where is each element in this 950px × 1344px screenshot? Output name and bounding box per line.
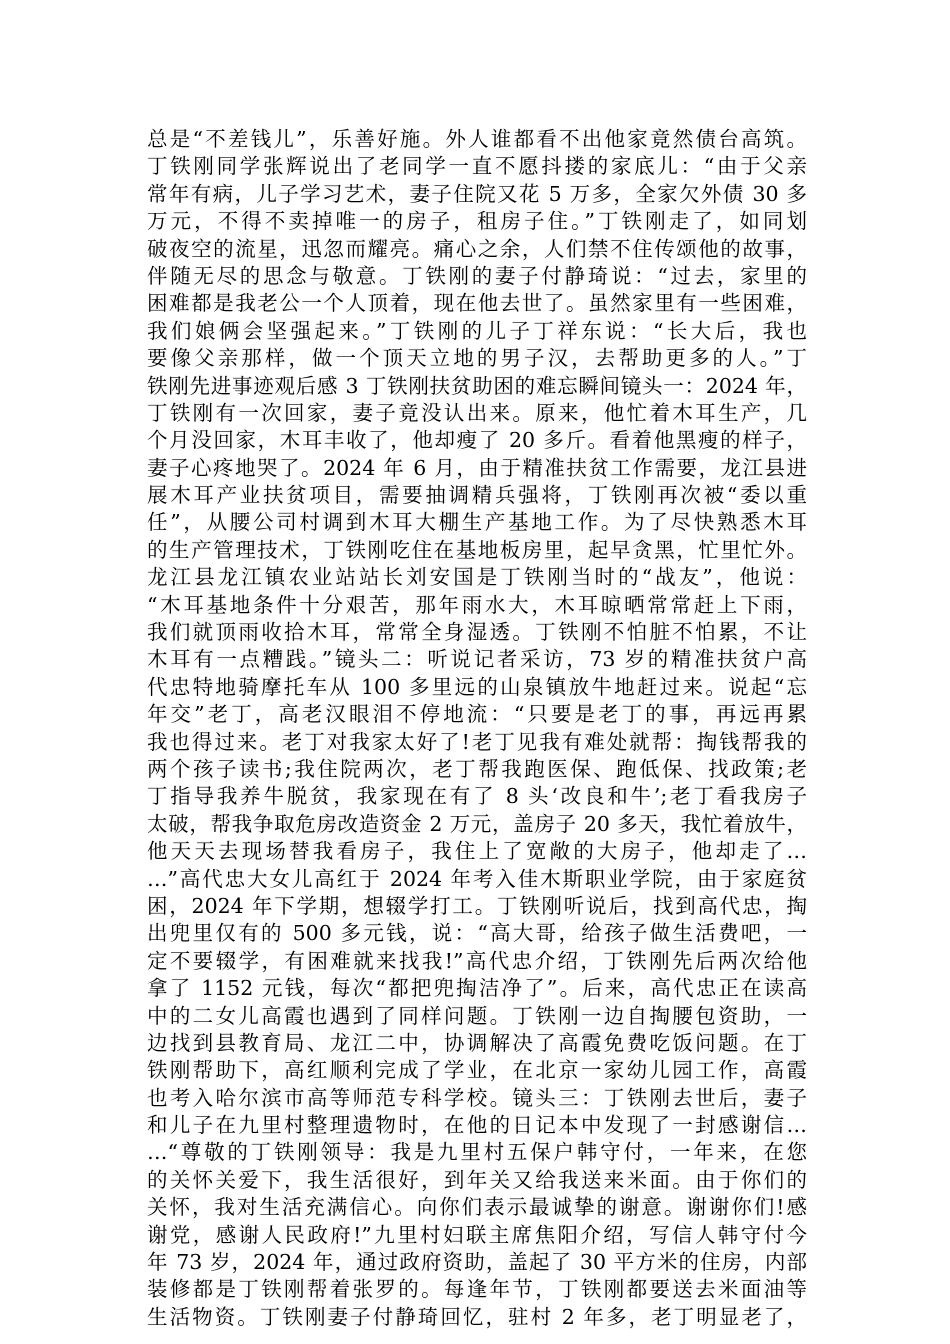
text-line: 个月没回家，木耳丰收了，他却瘦了 20 多斤。看着他黑瘦的样子， xyxy=(147,428,807,453)
text-line: 我也得过来。老丁对我家太好了!老丁见我有难处就帮：掏钱帮我的 xyxy=(147,729,807,754)
text-line: 困，2024 年下学期，想辍学打工。丁铁刚听说后，找到高代忠，掏 xyxy=(147,893,807,918)
text-line: 拿了 1152 元钱，每次“都把兜掏洁净了”。后来，高代忠正在读高 xyxy=(147,976,807,1001)
text-line: …“尊敬的丁铁刚领导：我是九里村五保户韩守付，一年来，在您 xyxy=(147,1140,807,1165)
text-line: 边找到县教育局、龙江二中，协调解决了高霞免费吃饭问题。在丁 xyxy=(147,1030,807,1055)
text-line: 太破，帮我争取危房改造资金 2 万元，盖房子 20 多天，我忙着放牛， xyxy=(147,811,807,836)
text-line: 关怀，我对生活充满信心。向你们表示最诚挚的谢意。谢谢你们!感 xyxy=(147,1195,807,1220)
text-line: 丁铁刚有一次回家，妻子竟没认出来。原来，他忙着木耳生产，几 xyxy=(147,400,807,425)
text-line: 总是“不差钱儿”，乐善好施。外人谁都看不出他家竟然债台高筑。 xyxy=(147,127,807,151)
text-line: 铁刚先进事迹观后感 3 丁铁刚扶贫助困的难忘瞬间镜头一：2024 年， xyxy=(147,373,807,398)
text-line: 的关怀关爱下，我生活很好，到年关又给我送来米面。由于你们的 xyxy=(147,1167,807,1192)
text-line: 和儿子在九里村整理遗物时，在他的日记本中发现了一封感谢信… xyxy=(147,1113,807,1138)
text-line: 也考入哈尔滨市高等师范专科学校。镜头三：丁铁刚去世后，妻子 xyxy=(147,1085,807,1110)
text-line: 年 73 岁，2024 年，通过政府资助，盖起了 30 平方米的住房，内部 xyxy=(147,1250,807,1275)
text-line: 定不要辍学，有困难就来找我!”高代忠介绍，丁铁刚先后两次给他 xyxy=(147,948,807,973)
text-line: 铁刚帮助下，高红顺利完成了学业，在北京一家幼儿园工作，高霞 xyxy=(147,1058,807,1083)
text-line: 我们娘俩会坚强起来。”丁铁刚的儿子丁祥东说：“长大后，我也 xyxy=(147,318,807,343)
text-line: 出兜里仅有的 500 多元钱，说：“高大哥，给孩子做生活费吧，一 xyxy=(147,921,807,946)
text-line: 展木耳产业扶贫项目，需要抽调精兵强将，丁铁刚再次被“委以重 xyxy=(147,483,807,508)
text-line: 任”，从腰公司村调到木耳大棚生产基地工作。为了尽快熟悉木耳 xyxy=(147,510,807,535)
text-line: 龙江县龙江镇农业站站长刘安国是丁铁刚当时的“战友”，他说： xyxy=(147,565,807,590)
text-line: 木耳有一点糟践。”镜头二：听说记者采访，73 岁的精准扶贫户高 xyxy=(147,647,807,672)
text-line: 代忠特地骑摩托车从 100 多里远的山泉镇放牛地赶过来。说起“忘 xyxy=(147,674,807,699)
text-line: 的生产管理技术，丁铁刚吃住在基地板房里，起早贪黑，忙里忙外。 xyxy=(147,537,807,562)
text-line: 丁指导我养牛脱贫，我家现在有了 8 头‘改良和牛’;老丁看我房子 xyxy=(147,784,807,809)
text-line: “木耳基地条件十分艰苦，那年雨水大，木耳晾晒常常赶上下雨， xyxy=(147,592,807,617)
text-line: 破夜空的流星，迅忽而耀亮。痛心之余，人们禁不住传颂他的故事， xyxy=(147,236,807,261)
text-line: 困难都是我老公一个人顶着，现在他去世了。虽然家里有一些困难， xyxy=(147,291,807,316)
text-line: 我们就顶雨收拾木耳，常常全身湿透。丁铁刚不怕脏不怕累，不让 xyxy=(147,620,807,645)
text-line: 年交”老丁，高老汉眼泪不停地流：“只要是老丁的事，再远再累 xyxy=(147,702,807,727)
text-line: 要像父亲那样，做一个顶天立地的男子汉，去帮助更多的人。”丁 xyxy=(147,346,807,371)
body-text xyxy=(147,126,807,1331)
text-line: 常年有病，儿子学习艺术，妻子住院又花 5 万多，全家欠外债 30 多 xyxy=(147,181,807,206)
text-line: 中的二女儿高霞也遇到了同样问题。丁铁刚一边自掏腰包资助，一 xyxy=(147,1003,807,1028)
text-line: 装修都是丁铁刚帮着张罗的。每逢年节，丁铁刚都要送去米面油等 xyxy=(147,1277,807,1302)
text-line: 万元，不得不卖掉唯一的房子，租房子住。”丁铁刚走了，如同划 xyxy=(147,209,807,234)
text-line: 他天天去现场替我看房子，我住上了宽敞的大房子，他却走了… xyxy=(147,839,807,864)
text-line: 生活物资。丁铁刚妻子付静琦回忆，驻村 2 年多，老丁明显老了， xyxy=(147,1304,807,1329)
text-line: 丁铁刚同学张辉说出了老同学一直不愿抖搂的家底儿：“由于父亲 xyxy=(147,154,807,179)
text-line: 伴随无尽的思念与敬意。丁铁刚的妻子付静琦说：“过去，家里的 xyxy=(147,263,807,288)
text-line: 两个孩子读书;我住院两次，老丁帮我跑医保、跑低保、找政策;老 xyxy=(147,756,807,781)
text-line: 妻子心疼地哭了。2024 年 6 月，由于精准扶贫工作需要，龙江县进 xyxy=(147,455,807,480)
text-line: …”高代忠大女儿高红于 2024 年考入佳木斯职业学院，由于家庭贫 xyxy=(147,866,807,891)
text-line: 谢党，感谢人民政府!”九里村妇联主席焦阳介绍，写信人韩守付今 xyxy=(147,1222,807,1247)
